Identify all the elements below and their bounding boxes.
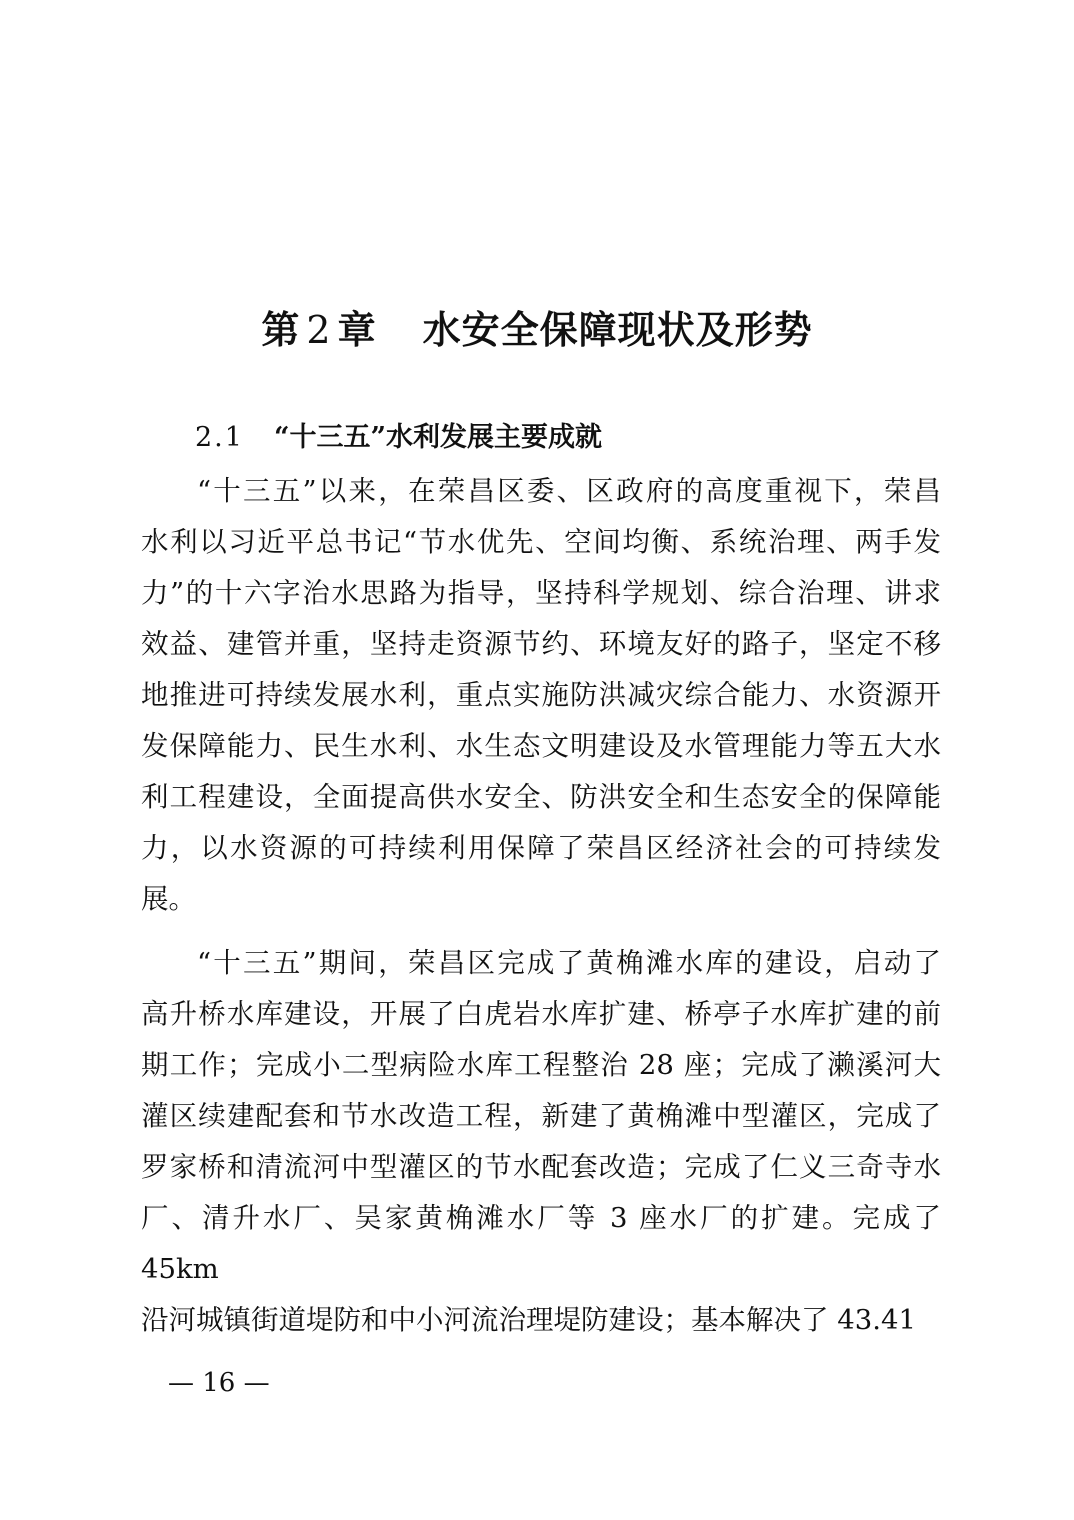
text-line: 力，以水资源的可持续利用保障了荣昌区经济社会的可持续发 [141, 832, 941, 864]
chapter-title [0, 302, 1074, 358]
text-line: 沿河城镇街道堤防和中小河流治理堤防建设；基本解决了 43.41 [141, 1304, 916, 1336]
body-text [141, 466, 941, 1346]
text-line: 力”的十六字治水思路为指导，坚持科学规划、综合治理、讲求 [141, 577, 941, 609]
text-line: 利工程建设，全面提高供水安全、防洪安全和生态安全的保障能 [141, 781, 941, 813]
paragraph-1 [141, 466, 941, 925]
text-line: “十三五”期间，荣昌区完成了黄桷滩水库的建设，启动了 [197, 947, 941, 979]
section-heading [195, 416, 602, 460]
chapter-number: 2 [306, 308, 332, 352]
text-line: 效益、建管并重，坚持走资源节约、环境友好的路子，坚定不移 [141, 628, 941, 660]
chapter-heading-text: 水安全保障现状及形势 [422, 307, 813, 352]
page-number: — 16 — [168, 1368, 270, 1398]
paragraph-2 [141, 938, 941, 1346]
text-line: 发保障能力、民生水利、水生态文明建设及水管理能力等五大水 [141, 730, 941, 762]
text-line: 展。 [141, 883, 196, 915]
text-line: “十三五”以来，在荣昌区委、区政府的高度重视下，荣昌 [197, 475, 941, 507]
text-line: 期工作；完成小二型病险水库工程整治 28 座；完成了濑溪河大 [141, 1049, 941, 1081]
text-line: 厂、清升水厂、吴家黄桷滩水厂等 3 座水厂的扩建。完成了 45km [141, 1202, 941, 1285]
chapter-suffix: 章 [337, 307, 377, 352]
text-line: 罗家桥和清流河中型灌区的节水配套改造；完成了仁义三奇寺水 [141, 1151, 941, 1183]
section-title: “十三五”水利发展主要成就 [273, 422, 603, 453]
text-line: 高升桥水库建设，开展了白虎岩水库扩建、桥亭子水库扩建的前 [141, 998, 941, 1030]
section-number: 2.1 [195, 422, 244, 453]
chapter-prefix: 第 [261, 307, 301, 352]
text-line: 灌区续建配套和节水改造工程，新建了黄桷滩中型灌区，完成了 [141, 1100, 941, 1132]
text-line: 地推进可持续发展水利，重点实施防洪减灾综合能力、水资源开 [141, 679, 941, 711]
text-line: 水利以习近平总书记“节水优先、空间均衡、系统治理、两手发 [141, 526, 941, 558]
